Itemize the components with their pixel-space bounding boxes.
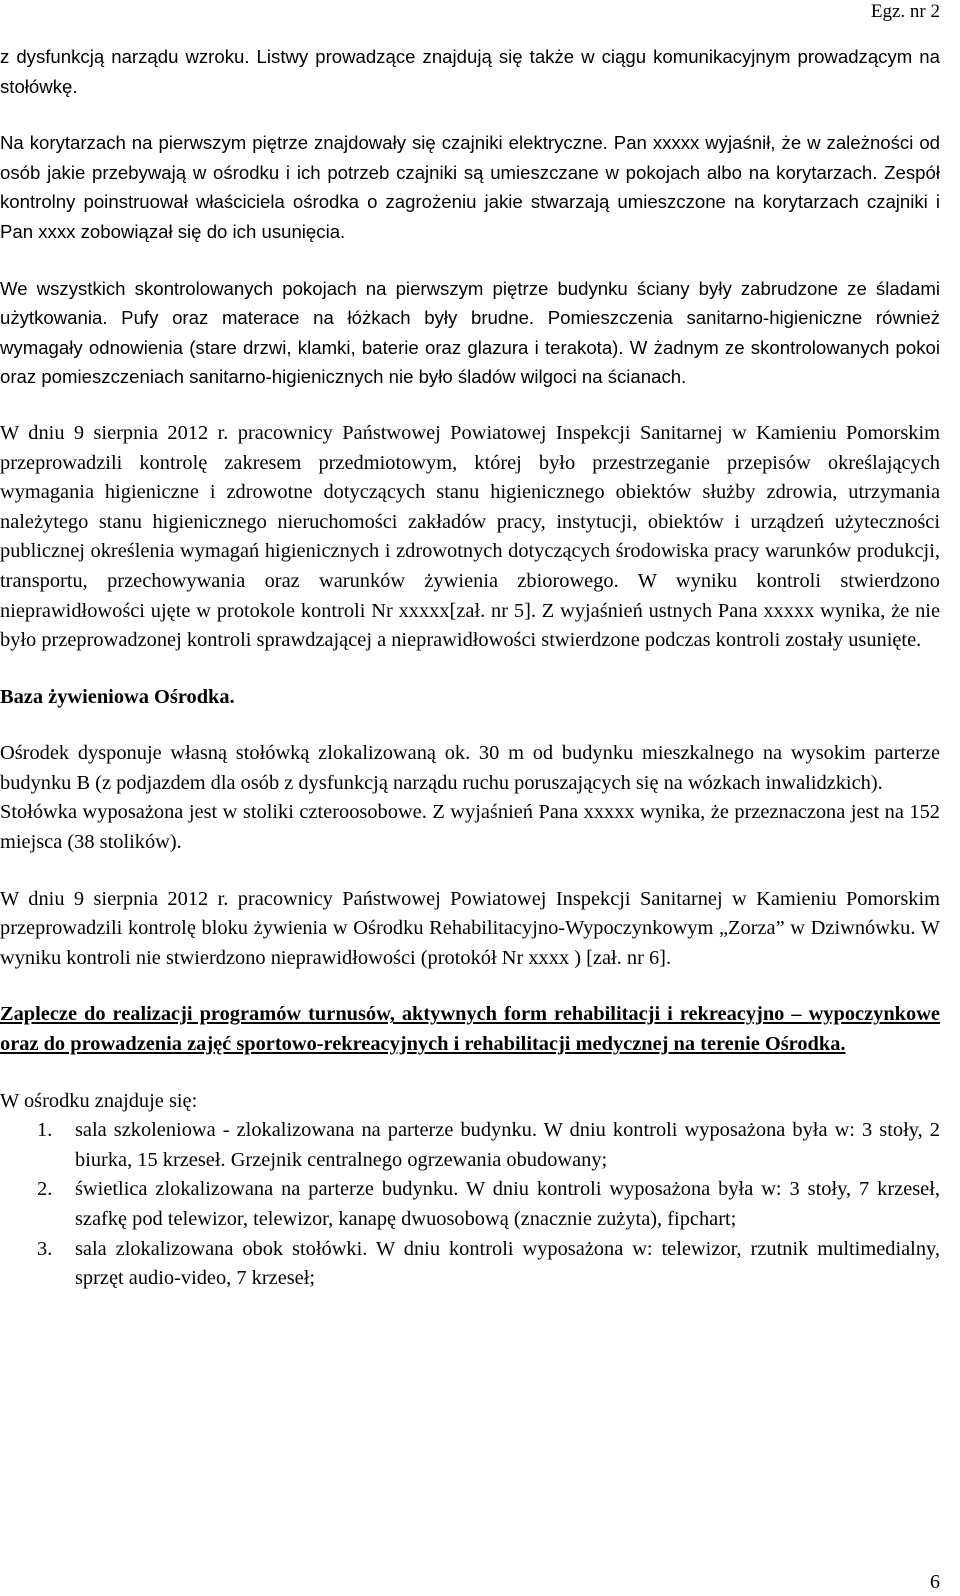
list-item <box>37 1235 940 1294</box>
paragraph-canteen-capacity: Stołówka wyposażona jest w stoliki czteroosobowe. Z wyjaśnień Pana xxxxx wynika, że przeznaczona jest na 152 miejsca (38 stolików). <box>0 801 940 854</box>
list-item <box>37 1175 940 1234</box>
copy-number-header: Egz. nr 2 <box>870 1 940 22</box>
list-item-number: 3. <box>37 1237 53 1260</box>
paragraph-canteen-location: Ośrodek dysponuje własną stołówką zlokalizowaną ok. 30 m od budynku mieszkalnego na wysokim parterze budynku B (z podjazdem dla osób z dysfunkcją narządu ruchu poruszających się na wózkach inwalidzkich). <box>0 742 940 794</box>
list-item-number: 1. <box>37 1119 53 1142</box>
facilities-list <box>0 1116 940 1294</box>
paragraph-continuation: z dysfunkcją narządu wzroku. Listwy prowadzące znajdują się także w ciągu komunikacyjnym prowadzącym na stołówkę. <box>0 46 940 97</box>
paragraph-inspection-facility: W dniu 9 sierpnia 2012 r. pracownicy Państwowej Powiatowej Inspekcji Sanitarnej w Kamieniu Pomorskim przeprowadzili kontrolę zakresem przedmiotowym, której było przestrzeganie przepisów określających wymagania higieniczne i zdrowotne dotyczących stanu higienicznego obiektów służby zdrowia, utrzymania należytego stanu higienicznego nieruchomości zakładów pracy, instytucji, obiektów i urządzeń użyteczności publicznej określenia wymagań higienicznych i zdrowotnych dotyczących środowiska pracy warunków produkcji, transportu, przechowywania oraz warunków żywienia zbiorowego. W wyniku kontroli stwierdzono nieprawidłowości ujęte w protokole kontroli Nr xxxxx[zał. nr 5]. Z wyjaśnień ustnych Pana xxxxx wynika, że nie było przeprowadzonej kontroli sprawdzającej a nieprawidłowości stwierdzone podczas kontroli zostały usunięte. <box>0 421 940 652</box>
page-number: 6 <box>930 1571 940 1593</box>
list-item-text: sala zlokalizowana obok stołówki. W dniu kontroli wyposażona w: telewizor, rzutnik multimedialny, sprzęt audio-video, 7 krzeseł; <box>75 1237 940 1290</box>
paragraph-inspection-food: W dniu 9 sierpnia 2012 r. pracownicy Państwowej Powiatowej Inspekcji Sanitarnej w Kamieniu Pomorskim przeprowadzili kontrolę bloku żywienia w Ośrodku Rehabilitacyjno-Wypoczynkowym „Zorza” w Dziwnówku. W wyniku kontroli nie stwierdzono nieprawidłowości (protokół Nr xxxx ) [zał. nr 6]. <box>0 887 940 969</box>
section-heading-facilities: Zaplecze do realizacji programów turnusów, aktywnych form rehabilitacji i rekreacyjno – wypoczynkowe oraz do prowadzenia zajęć sportowo-rekreacyjnych i rehabilitacji medycznej na terenie Ośrodka. <box>0 1003 940 1056</box>
paragraph-list-intro: W ośrodku znajduje się: <box>0 1089 198 1112</box>
section-heading-food-base: Baza żywieniowa Ośrodka. <box>0 685 235 708</box>
list-item-text: świetlica zlokalizowana na parterze budynku. W dniu kontroli wyposażona była w: 3 stoły, 7 krzeseł, szafkę pod telewizor, telewizor, kanapę dwuosobową (znacznie zużyta), fipchart; <box>75 1178 940 1230</box>
paragraph-rooms: We wszystkich skontrolowanych pokojach na pierwszym piętrze budynku ściany były zabrudzone ze śladami użytkowania. Pufy oraz materace na łóżkach były brudne. Pomieszczenia sanitarno-higieniczne również wymagały odnowienia (stare drzwi, klamki, baterie oraz glazura i terakota). W żadnym ze skontrolowanych pokoi oraz pomieszczeniach sanitarno-higienicznych nie było śladów wilgoci na ścianach. <box>0 277 940 388</box>
list-item-text: sala szkoleniowa - zlokalizowana na parterze budynku. W dniu kontroli wyposażona była w: 3 stoły, 2 biurka, 15 krzeseł. Grzejnik centralnego ogrzewania obudowany; <box>75 1119 940 1171</box>
document-body <box>0 42 940 1294</box>
paragraph-kettles: Na korytarzach na pierwszym piętrze znajdowały się czajniki elektryczne. Pan xxxxx wyjaśnił, że w zależności od osób jakie przebywają w ośrodku i ich potrzeb czajniki są umieszczane w pokojach albo na korytarzach. Zespół kontrolny poinstruował właściciela ośrodka o zagrożeniu jakie stwarzają umieszczone na korytarzach czajniki i Pan xxxx zobowiązał się do ich usunięcia. <box>0 132 940 242</box>
list-item <box>37 1116 940 1175</box>
list-item-number: 2. <box>37 1178 53 1201</box>
